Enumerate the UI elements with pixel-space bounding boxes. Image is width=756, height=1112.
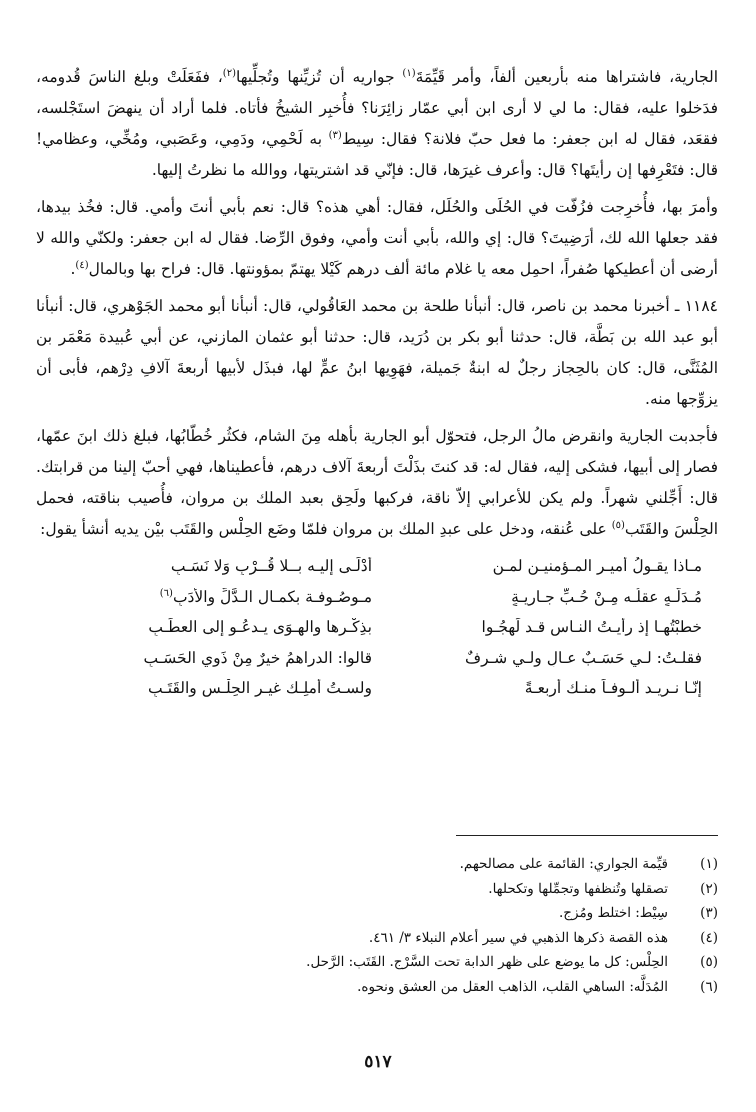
footnote-number: (٣) — [700, 905, 718, 922]
footnote-number: (٦) — [700, 978, 718, 995]
paragraph-1-text-c: ، ففَعَلَتْ وبلغ الناسَ قُدومه، فدَخلوا عليه، فقال: ما لي لا أرى ابن أبي عمّار زائِرَنا؟ فأُخبِر الشيخُ فأتاه. فلما أراد أن ينهضَ استَجْلسه، فقعَد، فقال له ابن جعفر: ما فعل حبّ فلانة؟ فقال: سِيط — [36, 68, 718, 148]
page-number: ٥١٧ — [364, 1052, 392, 1072]
paragraph-4-text-b: على عُنقه، ودخل على عبدِ الملك بن مروان فلمّا وضَع الحِلْس والقَتَب بيْن يديه أنشأ يقول: — [40, 520, 612, 538]
paragraph-1-text-a: الجارية، فاشتراها منه بأربعين ألفاً، وأمر قَيِّمَةَ — [415, 68, 719, 86]
footnote — [38, 926, 718, 951]
footnote-text: المُدَلَّه: الساهي القلب، الذاهب العقل من العشق ونحوه. — [357, 978, 668, 995]
footnote-ref-5: (٥) — [611, 519, 625, 531]
footnote-number: (٥) — [700, 954, 718, 971]
paragraph-1-text-d: به لَحْمِي، ودَمِي، وعَصَبي، ومُخِّي، وعظامي! قال: فتَعْرِفها إن رأيتَها؟ قال: وأعرف غيرَها، قال: فإنّي قد اشتريتها، ووالله ما نظرتُ إليها. — [36, 130, 718, 179]
footnote — [38, 975, 718, 1000]
verse-first-hemistich: إنّـا نـريـد ألـوفـاً منـك أربعـةً — [524, 679, 702, 698]
verse-second-hemistich: أدْلَـى إليـه بــلا قُــرْبٍ وَلا نَسَـبِ — [170, 557, 372, 576]
footnote — [38, 950, 718, 975]
footnote-text: سِيْط: اختلط ومُزج. — [559, 905, 668, 922]
poem-verse — [36, 551, 718, 582]
poem-verse — [36, 612, 718, 643]
verse-first-hemistich: مُـدَلَّـهٍ عقلُـه مِـنْ حُـبِّ جـاريـةٍ — [511, 587, 702, 606]
footnote-text: قيِّمة الجواري: القائمة على مصالحهم. — [459, 856, 668, 872]
poem-verse — [36, 643, 718, 674]
paragraph-2-text-b: . — [70, 260, 76, 278]
paragraph-2 — [36, 192, 718, 285]
footnote-text: الحِلْس: كل ما يوضع على ظهر الدابة تحت السَّرْج. القَتَب: الرَّحل. — [306, 954, 668, 971]
footnote-ref-6: (٦) — [159, 587, 173, 599]
paragraph-4 — [36, 421, 718, 545]
footnote-number: (٤) — [700, 929, 718, 946]
paragraph-3-narration-1184: ١١٨٤ ـ أخبرنا محمد بن ناصر، قال: أنبأنا طلحة بن محمد العَاقُولي، قال: أنبأنا أبو محمد الجَوْهري، قال: أنبأنا أبو عبد الله بن بَطَّة، قال: حدثنا أبو بكر بن دُرَيد، قال: حدثنا أبو عثمان المازني، عن أبي عُبيدة مَعْمَر بن المُثَنَّى، قال: كان بالحِجاز رجلٌ له ابنةٌ جَميلة، فهَوِيها ابنُ عمٍّ لها، فبذَل لأبيها أربعةَ آلافِ دِرْهم، فأبى أن يزوِّجها منه. — [36, 297, 718, 408]
verse-first-hemistich: خطبْتُهـا إذ رأيـتُ النـاس قـد لَهِجُـوا — [481, 618, 702, 637]
paragraph-1-text-b: جواريه أن تُزيِّنها وتُجلِّيها — [235, 68, 403, 86]
footnote — [38, 877, 718, 902]
paragraph-4-text-a: فأجدبت الجارية وانقرض مالُ الرجل، فتحوّل أبو الجارية بأهله مِنَ الشام، فكثُر خُطّابُها، فبلغ ذلك ابنَ عمّها، فصار إلى أبيها، فشكى إليه، فقال له: قد كنتَ بذَلْتَ أربعةَ آلاف درهم، فأعطيناها، فهي أحبّ إلينا من قرابتك. قال: أَجِّلني شهراً. ولم يكن للأعرابي إلاّ ناقة، فركبها ولَحِق بعبد الملك بن مروان، فأُصيب بناقته، فحمل الحِلْسَ والقَتَب — [36, 427, 718, 538]
verse-second-hemistich: قالوا: الدراهمُ خيرٌ مِنْ ذَوِي الحَسَـبِ — [143, 648, 372, 667]
verse-first-hemistich: مـاذا يقـولُ أميـر المـؤمنيـن لمـن — [492, 557, 702, 576]
verse-second-hemistich-text: مـوصُـوفـة بكمـال الـدَّلِّ والأدَبِ — [172, 587, 372, 606]
footnote-number: (١) — [700, 856, 718, 872]
footnote-ref-2: (٢) — [222, 67, 236, 79]
poem-verse — [36, 673, 718, 704]
footnote — [38, 852, 718, 877]
footnote-text: هذه القصة ذكرها الذهبي في سير أعلام النبلاء ٣/ ٤٦١. — [368, 929, 668, 946]
footnote-number: (٢) — [700, 880, 718, 897]
verse-second-hemistich — [42, 588, 372, 606]
footnote-ref-1: (١) — [402, 67, 416, 79]
footnote — [38, 901, 718, 926]
footnote-text: تصقلها وتُنظفها وتجمِّلها وتكحلها. — [488, 880, 668, 897]
footnote-separator — [456, 835, 718, 836]
footnote-ref-3: (٣) — [328, 129, 342, 141]
poem-verse — [36, 582, 718, 613]
paragraph-1 — [36, 62, 718, 186]
footnote-ref-4: (٤) — [75, 259, 89, 271]
poem — [36, 551, 718, 704]
verse-second-hemistich: ولسـتُ أملِـك غيـر الحِلْـسِ والقَتَـبِ — [148, 679, 372, 698]
verse-first-hemistich: فقلـتُ: لـي حَسَـبٌ عـالٍ ولـي شـرفٌ — [465, 648, 702, 667]
paragraph-2-text-a: وأمرَ بها، فأُخرِجت فزُفّت في الحُلَى والحُلَل، فقال: أهي هذه؟ قال: نعم بأبي أنتَ وأمي. قال: فخُذ بيدها، فقد جعلها الله لك، أرَضِيتَ؟ قال: إي والله، بأبي أنت وأمي، وفوق الرِّضا. فقال له ابن جعفر: ولكنّي والله لا أرضى أن أعطيكها صُفراً، احمِل معه يا غلام مائة ألف درهم كَيْلا يهتمّ بمؤونتها. قال: فراح بها وبالمال — [36, 198, 718, 278]
verse-second-hemistich: بذِكْـرها والهـوَى يـدعُـو إلى العطَـبِ — [148, 618, 372, 637]
footnotes — [38, 852, 718, 1000]
